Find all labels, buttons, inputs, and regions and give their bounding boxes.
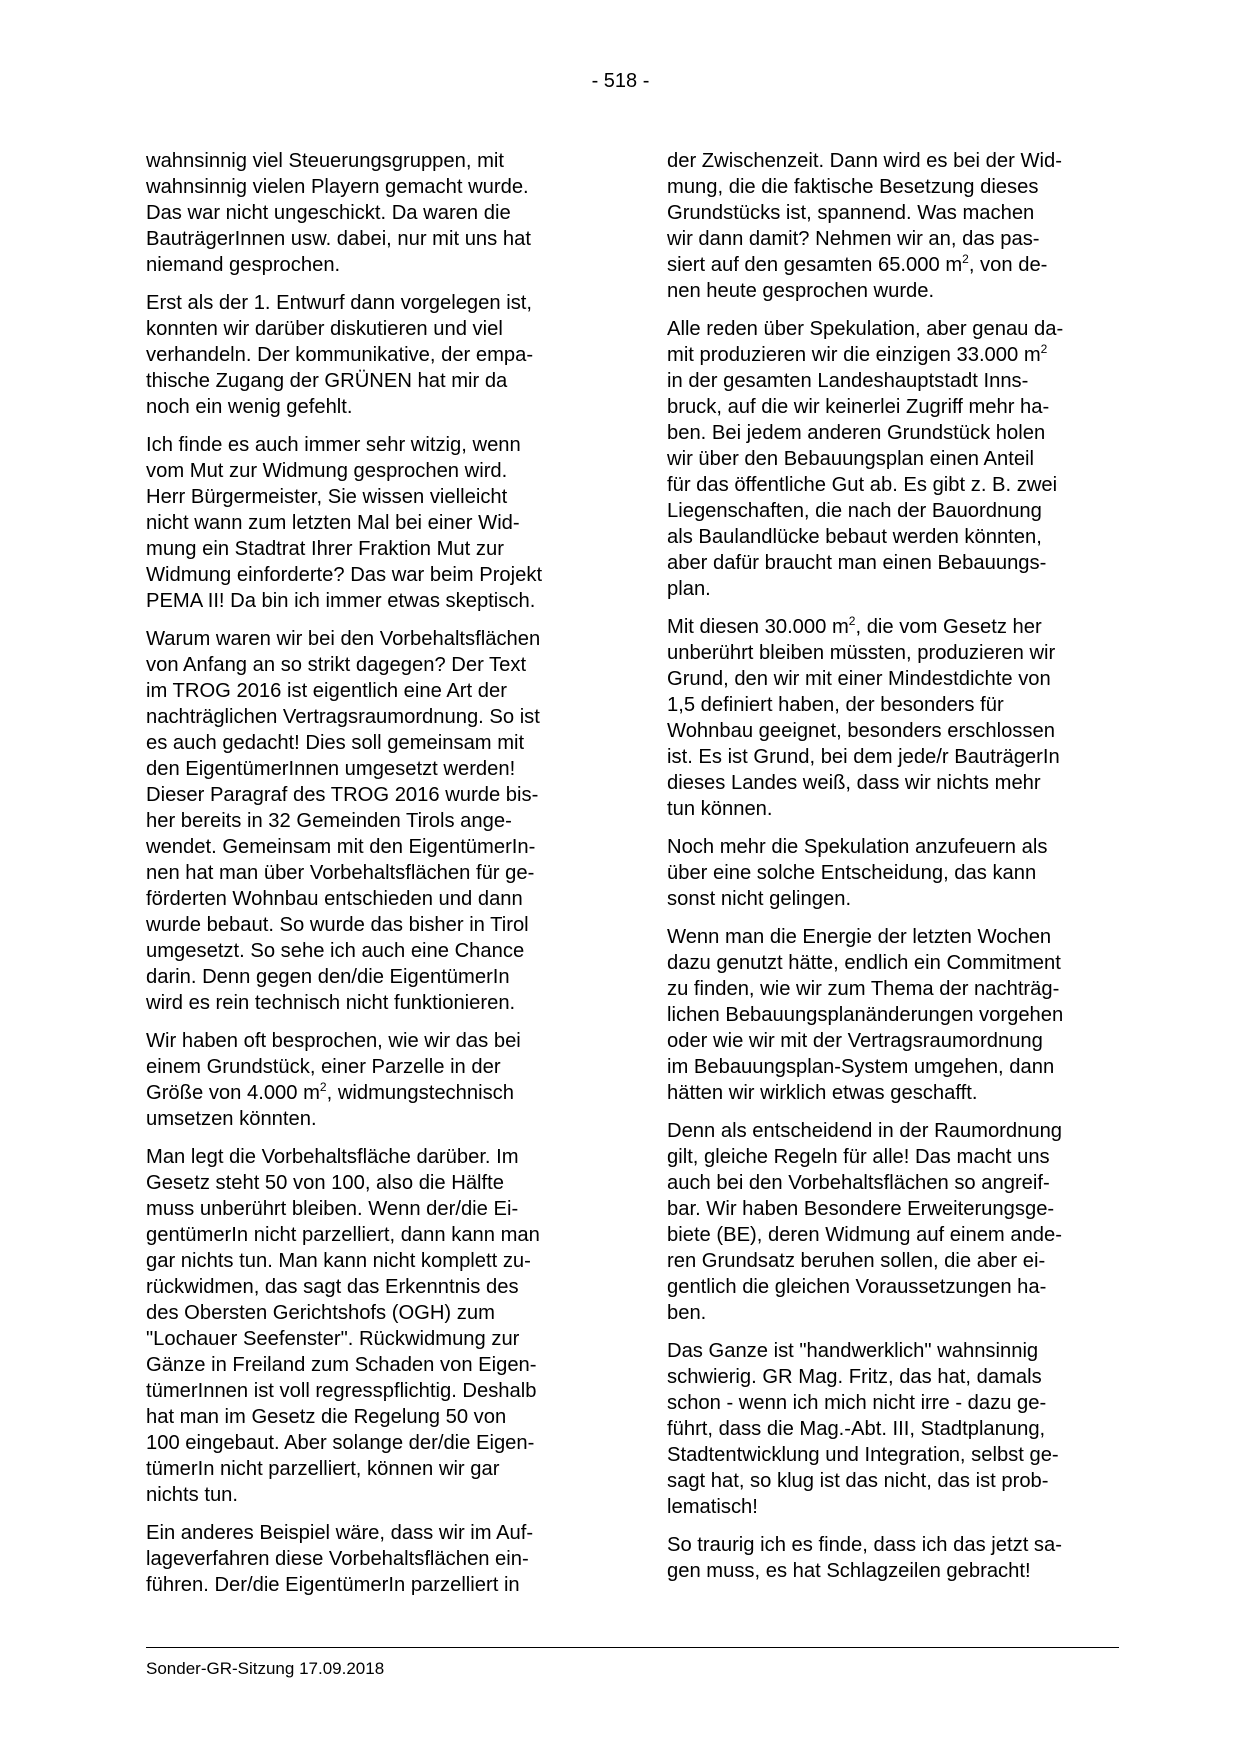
text-line: umsetzen könnten.: [146, 1108, 317, 1130]
text-line: nen hat man über Vorbehaltsflächen für ge-: [146, 862, 535, 884]
text-line: hat man im Gesetz die Regelung 50 von: [146, 1406, 507, 1428]
text-line: mung ein Stadtrat Ihrer Fraktion Mut zur: [146, 538, 504, 560]
text-line: Grund, den wir mit einer Mindestdichte von: [667, 668, 1051, 690]
text-line: im Bebauungsplan-System umgehen, dann: [667, 1056, 1055, 1078]
footer-session-label: Sonder-GR-Sitzung 17.09.2018: [146, 1659, 385, 1678]
text-line: Liegenschaften, die nach der Bauordnung: [667, 500, 1042, 522]
text-line: BauträgerInnen usw. dabei, nur mit uns hat: [146, 228, 531, 250]
text-line: Widmung einforderte? Das war beim Projekt: [146, 564, 543, 586]
text-line: Gänze in Freiland zum Schaden von Eigen-: [146, 1354, 537, 1376]
paragraph: [146, 432, 596, 614]
text-line: verhandeln. Der kommunikative, der empa-: [146, 344, 534, 366]
text-line: 1,5 definiert haben, der besonders für: [667, 694, 1004, 716]
text-line: tun können.: [667, 798, 773, 820]
text-line: zu finden, wie wir zum Thema der nachträg-: [667, 978, 1060, 1000]
paragraph: [146, 1028, 596, 1132]
text-line: nen heute gesprochen wurde.: [667, 280, 935, 302]
text-line: als Baulandlücke bebaut werden könnten,: [667, 526, 1042, 548]
text-line: des Obersten Gerichtshofs (OGH) zum: [146, 1302, 495, 1324]
text-line: gilt, gleiche Regeln für alle! Das macht uns: [667, 1146, 1050, 1168]
text-line: Warum waren wir bei den Vorbehaltsflächen: [146, 628, 541, 650]
text-line: wahnsinnig viel Steuerungsgruppen, mit: [146, 150, 504, 172]
text-line: vom Mut zur Widmung gesprochen wird.: [146, 460, 508, 482]
text-line: bruck, auf die wir keinerlei Zugriff mehr ha-: [667, 396, 1050, 418]
text-line: 100 eingebaut. Aber solange der/die Eigen-: [146, 1432, 535, 1454]
text-line: Ein anderes Beispiel wäre, dass wir im Auf-: [146, 1522, 534, 1544]
text-line: mung, die die faktische Besetzung dieses: [667, 176, 1039, 198]
text-line: lematisch!: [667, 1496, 758, 1518]
paragraph: [667, 834, 1117, 912]
text-line: ren Grundsatz beruhen sollen, die aber ei-: [667, 1250, 1046, 1272]
right-column: [667, 148, 1117, 1596]
text-line: für das öffentliche Gut ab. Es gibt z. B. zwei: [667, 474, 1058, 496]
text-line: gen muss, es hat Schlagzeilen gebracht!: [667, 1560, 1031, 1582]
text-line: Dieser Paragraf des TROG 2016 wurde bis-: [146, 784, 539, 806]
text-line: Das war nicht ungeschickt. Da waren die: [146, 202, 511, 224]
paragraph: [667, 1118, 1117, 1326]
text-line: wahnsinnig vielen Playern gemacht wurde.: [146, 176, 529, 198]
text-line: einem Grundstück, einer Parzelle in der: [146, 1056, 501, 1078]
text-line: unberührt bleiben müssten, produzieren wir: [667, 642, 1056, 664]
text-line: den EigentümerInnen umgesetzt werden!: [146, 758, 516, 780]
text-line: darin. Denn gegen den/die EigentümerIn: [146, 966, 510, 988]
text-line: dieses Landes weiß, dass wir nichts mehr: [667, 772, 1041, 794]
text-line: tümerInnen ist voll regresspflichtig. Deshalb: [146, 1380, 537, 1402]
paragraph: [146, 290, 596, 420]
page-number: - 518 -: [591, 70, 650, 92]
text-line: konnten wir darüber diskutieren und viel: [146, 318, 503, 340]
text-line: nachträglichen Vertragsraumordnung. So ist: [146, 706, 540, 728]
text-line: Gesetz steht 50 von 100, also die Hälfte: [146, 1172, 504, 1194]
text-line: Herr Bürgermeister, Sie wissen vielleicht: [146, 486, 508, 508]
paragraph: [146, 626, 596, 1016]
text-line: bar. Wir haben Besondere Erweiterungsge-: [667, 1198, 1055, 1220]
text-line: nichts tun.: [146, 1484, 239, 1506]
paragraph: [667, 1532, 1117, 1584]
text-line: PEMA II! Da bin ich immer etwas skeptisch.: [146, 590, 536, 612]
text-line: Alle reden über Spekulation, aber genau da-: [667, 318, 1064, 340]
text-line: wendet. Gemeinsam mit den EigentümerIn-: [146, 836, 536, 858]
text-line: dazu genutzt hätte, endlich ein Commitment: [667, 952, 1061, 974]
text-line: Wir haben oft besprochen, wie wir das bei: [146, 1030, 521, 1052]
text-line: aber dafür braucht man einen Bebauungs-: [667, 552, 1047, 574]
paragraph: [146, 148, 596, 278]
text-line: es auch gedacht! Dies soll gemeinsam mit: [146, 732, 525, 754]
paragraph: [667, 614, 1117, 822]
text-line: über eine solche Entscheidung, das kann: [667, 862, 1037, 884]
paragraph: [667, 924, 1117, 1106]
text-line: plan.: [667, 578, 711, 600]
text-line: Das Ganze ist "handwerklich" wahnsinnig: [667, 1340, 1039, 1362]
text-line: im TROG 2016 ist eigentlich eine Art der: [146, 680, 507, 702]
text-line: thische Zugang der GRÜNEN hat mir da: [146, 370, 508, 392]
text-line: gentlich die gleichen Voraussetzungen ha-: [667, 1276, 1047, 1298]
text-line: nicht wann zum letzten Mal bei einer Wid-: [146, 512, 520, 534]
paragraph: [667, 148, 1117, 304]
text-line: lageverfahren diese Vorbehaltsflächen ein-: [146, 1548, 529, 1570]
text-line: muss unberührt bleiben. Wenn der/die Ei-: [146, 1198, 519, 1220]
text-line: Erst als der 1. Entwurf dann vorgelegen ist,: [146, 292, 533, 314]
text-line: Stadtentwicklung und Integration, selbst ge-: [667, 1444, 1059, 1466]
text-line: lichen Bebauungsplanänderungen vorgehen: [667, 1004, 1064, 1026]
text-line: So traurig ich es finde, dass ich das jetzt sa-: [667, 1534, 1062, 1556]
text-line: wir dann damit? Nehmen wir an, das pas-: [667, 228, 1040, 250]
text-line: wird es rein technisch nicht funktionieren.: [146, 992, 516, 1014]
text-line: biete (BE), deren Widmung auf einem ande-: [667, 1224, 1062, 1246]
text-line: rückwidmen, das sagt das Erkenntnis des: [146, 1276, 519, 1298]
text-line: Wenn man die Energie der letzten Wochen: [667, 926, 1052, 948]
footer-divider: [146, 1647, 1119, 1648]
text-line: "Lochauer Seefenster". Rückwidmung zur: [146, 1328, 520, 1350]
text-line: in der gesamten Landeshauptstadt Inns-: [667, 370, 1029, 392]
text-line: der Zwischenzeit. Dann wird es bei der Wid-: [667, 150, 1062, 172]
text-line: mit produzieren wir die einzigen 33.000 $m^2$: [667, 342, 1048, 366]
text-line: Mit diesen 30.000 $m^2$, die vom Gesetz her: [667, 614, 1042, 638]
text-line: ist. Es ist Grund, bei dem jede/r BauträgerIn: [667, 746, 1060, 768]
text-line: tümerIn nicht parzelliert, können wir gar: [146, 1458, 500, 1480]
text-line: hätten wir wirklich etwas geschafft.: [667, 1082, 978, 1104]
text-line: sagt hat, so klug ist das nicht, das ist prob-: [667, 1470, 1049, 1492]
text-line: Ich finde es auch immer sehr witzig, wenn: [146, 434, 521, 456]
text-line: Grundstücks ist, spannend. Was machen: [667, 202, 1035, 224]
text-line: förderten Wohnbau entschieden und dann: [146, 888, 523, 910]
paragraph: [667, 1338, 1117, 1520]
left-column: [146, 148, 596, 1610]
text-line: sonst nicht gelingen.: [667, 888, 852, 910]
text-line: auch bei den Vorbehaltsflächen so angreif-: [667, 1172, 1050, 1194]
text-line: Man legt die Vorbehaltsfläche darüber. Im: [146, 1146, 519, 1168]
text-line: her bereits in 32 Gemeinden Tirols ange-: [146, 810, 512, 832]
text-line: umgesetzt. So sehe ich auch eine Chance: [146, 940, 525, 962]
text-line: ben. Bei jedem anderen Grundstück holen: [667, 422, 1046, 444]
text-line: oder wie wir mit der Vertragsraumordnung: [667, 1030, 1043, 1052]
text-line: noch ein wenig gefehlt.: [146, 396, 353, 418]
text-line: niemand gesprochen.: [146, 254, 341, 276]
text-line: führen. Der/die EigentümerIn parzelliert in: [146, 1574, 520, 1596]
text-line: gar nichts tun. Man kann nicht komplett zu-: [146, 1250, 531, 1272]
text-line: Größe von 4.000 $m^2$, widmungstechnisch: [146, 1080, 514, 1104]
text-line: wurde bebaut. So wurde das bisher in Tirol: [146, 914, 529, 936]
paragraph: [667, 316, 1117, 602]
text-line: Denn als entscheidend in der Raumordnung: [667, 1120, 1063, 1142]
text-line: siert auf den gesamten 65.000 $m^2$, von de-: [667, 252, 1048, 276]
text-line: ben.: [667, 1302, 707, 1324]
paragraph: [146, 1520, 596, 1598]
paragraph: [146, 1144, 596, 1508]
text-line: Wohnbau geeignet, besonders erschlossen: [667, 720, 1055, 742]
text-line: führt, dass die Mag.-Abt. III, Stadtplanung,: [667, 1418, 1046, 1440]
text-line: gentümerIn nicht parzelliert, dann kann man: [146, 1224, 540, 1246]
text-line: von Anfang an so strikt dagegen? Der Text: [146, 654, 527, 676]
text-line: schwierig. GR Mag. Fritz, das hat, damals: [667, 1366, 1042, 1388]
text-line: Noch mehr die Spekulation anzufeuern als: [667, 836, 1048, 858]
text-line: schon - wenn ich mich nicht irre - dazu ge-: [667, 1392, 1047, 1414]
text-line: wir über den Bebauungsplan einen Anteil: [667, 448, 1035, 470]
